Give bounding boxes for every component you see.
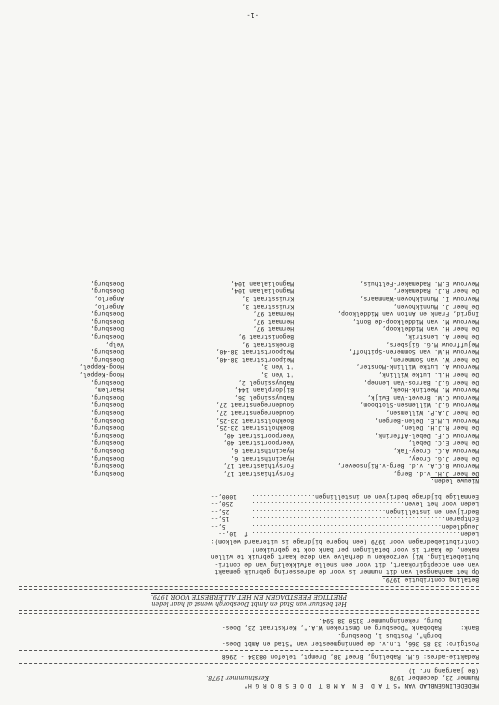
member-row — [19, 378, 479, 386]
contact-line-3: Bank: Rabobank "Doesburg en Omstreken W.A.", Kerkstraat 23, Does- — [221, 624, 479, 632]
member-address: Veerpoortstraat 40, — [223, 431, 294, 439]
member-city: Doesburg, — [90, 401, 124, 409]
member-row — [19, 469, 479, 477]
new-members-heading: Nieuwe leden. — [430, 477, 479, 485]
member-row — [19, 310, 479, 318]
member-address: Forsythiastraat 17, — [223, 462, 294, 470]
member-row — [19, 393, 479, 401]
member-row — [19, 287, 479, 295]
member-city: Angerlo, — [94, 295, 124, 303]
member-name: Mevrouw B.C.A. v.d. Berg-v.Rijnsoever, — [337, 462, 479, 470]
member-row — [19, 446, 479, 454]
member-address: Hermaat 97, — [253, 310, 294, 318]
member-city: Doesburg, — [90, 348, 124, 356]
member-city: Doesburg, — [90, 454, 124, 462]
member-row — [19, 401, 479, 409]
member-name: Mevrouw I. Munnikhoven-Wanmaars, — [359, 295, 479, 303]
member-address: Nabuyssingel 36, — [234, 393, 294, 401]
member-city: Hoog-Keppel, — [79, 363, 124, 371]
fee-row: Leden voor het leven......................................... 250,-- — [210, 500, 479, 508]
member-name: De heer H.L. Lutke Willink, — [378, 371, 479, 379]
contributie-paragraph-line: maken, de kaart is voor betalingen per bank ook te gebruiken! — [251, 545, 479, 553]
member-city: Doesburg, — [90, 378, 124, 386]
wishes-line-0: Het bestuur van Stad en Ambt Doesborgh wenst al haar leden — [151, 600, 347, 608]
member-name: De heer W. van Sommeren, — [389, 355, 479, 363]
page-number: -1- — [246, 11, 259, 19]
member-city: Velp, — [105, 340, 124, 348]
member-city: Doesburg, — [90, 439, 124, 447]
member-address: Hyacinthstraat 6, — [230, 454, 294, 462]
member-city: Doesburg, — [90, 431, 124, 439]
fee-row: Eenmalige bijdrage bedrijven en instellingen................. 1000,-- — [210, 492, 479, 500]
contributie-paragraph-line: Contributiebedragen voor 1979 (een hogere bijdrage is uiteraard welkom): — [210, 538, 479, 546]
member-city: Doesburg, — [90, 287, 124, 295]
contact-line-1: Postgiro: 33 85 366, t.n.v. de penningmeester van "Stad en Ambt Does- — [221, 639, 479, 647]
member-address: Begonistraat 9, — [238, 333, 294, 341]
member-city: Doesburg, — [90, 416, 124, 424]
member-name: Mevrouw L.M.E. Delen-Bergen, — [374, 416, 479, 424]
member-row — [19, 302, 479, 310]
newsletter-title: MEDEDELINGENBLAD VAN "S T A D E N A M B T D O E S B O R G H" — [244, 682, 479, 689]
fee-row: Jeugdleden................................................... 5,-- — [210, 522, 479, 530]
member-address: Goudenregenstraat 27, — [215, 401, 294, 409]
member-row — [19, 325, 479, 333]
member-row — [19, 340, 479, 348]
member-name: Mevrouw A.C. Croey-Tak, — [393, 446, 479, 454]
member-row — [19, 386, 479, 394]
member-city: Doesburg, — [90, 469, 124, 477]
member-name: De heer J.A.P. Willemsen, — [385, 409, 479, 416]
member-name: De heer J.H. v.d. Berg, — [393, 469, 479, 477]
member-name: Mevrouw H.W. van Sommeren-Spithoff, — [348, 348, 479, 356]
member-address: Veerpoortstraat 40, — [223, 439, 294, 447]
member-city: Doesburg, — [90, 393, 124, 401]
contact-line-0: Redaktie-adres: G.M. Rabeling, Breef 38, Drempt, telefon 08334 - 2968 — [221, 653, 479, 661]
member-row — [19, 408, 479, 416]
member-name: De heer R.J.H. Delen, — [400, 424, 479, 432]
divider — [19, 610, 479, 614]
divider — [19, 663, 479, 664]
member-row — [19, 439, 479, 447]
issue-line — [19, 674, 479, 682]
member-address: Meipoortstraat 38-40, — [215, 355, 294, 363]
member-city: Doesburg, — [90, 446, 124, 454]
member-row — [19, 416, 479, 424]
divider — [19, 650, 479, 651]
member-city: Doesburg, — [90, 310, 124, 318]
member-city: Hoog-Keppel, — [79, 371, 124, 379]
member-city: Doesburg, — [90, 317, 124, 325]
member-name: Mevrouw C.F. Debel-Afferink, — [374, 431, 479, 439]
member-row — [19, 317, 479, 325]
member-address: Meipoortstraat 38-40, — [215, 348, 294, 356]
member-address: Goudenregenstraat 27, — [215, 409, 294, 416]
member-name: De heer J.G. Croey, — [408, 454, 479, 462]
member-address: Boekholtstraat 23-25, — [215, 416, 294, 424]
member-address: Boekholtstraat 23-25, — [215, 424, 294, 432]
member-city: Doesburg, — [90, 333, 124, 341]
issue-edition: Kerstnummer 1978. — [206, 674, 269, 682]
member-row — [19, 424, 479, 432]
issue-year: (8e jaargang nr. 1) — [408, 666, 479, 674]
member-city: Doesburg, — [90, 462, 124, 470]
member-row — [19, 431, 479, 439]
fee-row: Bedrijven en instellingen.................................... 25,-- — [210, 507, 479, 515]
divider — [19, 586, 479, 590]
member-address: Kruisstraat 3, — [241, 295, 294, 303]
contact-line-2: borgh", Postbus 1, Doesburg. — [337, 632, 479, 640]
member-city: Doesburg, — [90, 325, 124, 333]
member-address: Nabuyssingel 2, — [238, 378, 294, 386]
member-row — [19, 332, 479, 340]
contributie-paragraph-line: Op het aanhangsel van dit nummer is voor de adressering gebruik gemaakt — [214, 568, 479, 576]
member-city: Haarlem, — [94, 386, 124, 394]
member-address: Broekstraat 9, — [241, 340, 294, 348]
member-address: Hyacinthstraat 6, — [230, 446, 294, 454]
member-name: Mevrouw A. Lutke Willink-Monster, — [356, 363, 479, 371]
member-name: Mevrouw E.M. Rademaker-Felthuis, — [359, 279, 479, 287]
member-city: Doesburg, — [90, 279, 124, 287]
member-city: Doesburg, — [90, 409, 124, 416]
member-row — [19, 370, 479, 378]
member-name: Mevrouw G.J. Willemsen-Slotboom, — [359, 401, 479, 409]
member-name: Mevrouw M. van Middelkoop-de Bont, — [352, 317, 479, 325]
member-city: Doesburg, — [90, 424, 124, 432]
member-city: Doesburg, — [90, 355, 124, 363]
member-address: Magnolialaan 104, — [230, 287, 294, 295]
contributie-paragraph-line: van een acceptgirokaart, dit voor een snelle afwikkeling van de contri- — [214, 560, 479, 568]
contributie-paragraph-line: butiebetaling. Wij verzoeken u derhalve van deze kaart gebruik te willen — [210, 553, 479, 561]
member-address: Kruisstraat 3, — [241, 302, 294, 310]
member-address: Hermaat 97, — [253, 317, 294, 325]
member-row — [19, 454, 479, 462]
member-name: De heer H. van Middelkoop, — [382, 325, 479, 333]
fee-row: Leden........................................................ f 10,-- — [218, 530, 479, 538]
member-row — [19, 462, 479, 470]
fee-row: Echtparen.................................................... 15,-- — [210, 515, 479, 523]
member-address: Hermaat 97, — [253, 325, 294, 333]
member-name: Mejuffrouw M.G. Gijsbers, — [385, 340, 479, 348]
member-name: De heer R.J. Rademaker, — [393, 287, 479, 295]
contributie-heading: Betaling contributie 1979. — [382, 576, 479, 584]
member-row — [19, 348, 479, 356]
member-name: Mevrouw C.W. Brevet-Van Ewijk, — [367, 393, 479, 401]
member-name: De heer A. Lenstrik, — [404, 333, 479, 341]
member-address: Forsythiastraat 17, — [223, 469, 294, 477]
member-name: De heer E.C. Debel, — [408, 439, 479, 447]
member-name: Ingrid, Frank en Anton van Middelkoop, — [337, 310, 479, 318]
contact-line-4: burg, rekeningnummer 3150 38 594. — [318, 616, 479, 624]
member-name: De heer J. Munnikhoven, — [393, 302, 479, 310]
member-address: 't Ven 3, — [260, 371, 294, 379]
member-address: 't Ven 3, — [260, 363, 294, 371]
member-address: Bijdorplaan 144, — [234, 386, 294, 394]
document-body — [19, 279, 479, 689]
member-row — [19, 363, 479, 371]
member-name: De heer G.J. Barros-Van Lennep, — [363, 378, 479, 386]
issue-number: Nummer 23, december 1978 — [389, 674, 479, 682]
member-row — [19, 295, 479, 303]
member-row — [19, 279, 479, 287]
member-city: Angerlo, — [94, 302, 124, 310]
member-row — [19, 355, 479, 363]
member-name: Mevrouw M. Meetink-Hoek, — [389, 386, 479, 394]
member-address: Magnolialaan 104, — [230, 279, 294, 287]
wishes-line-1: PRETTIGE FEESTDAGEN EN HET ALLERBESTE VOOR 1979. — [150, 592, 348, 600]
new-members-list — [19, 279, 479, 476]
